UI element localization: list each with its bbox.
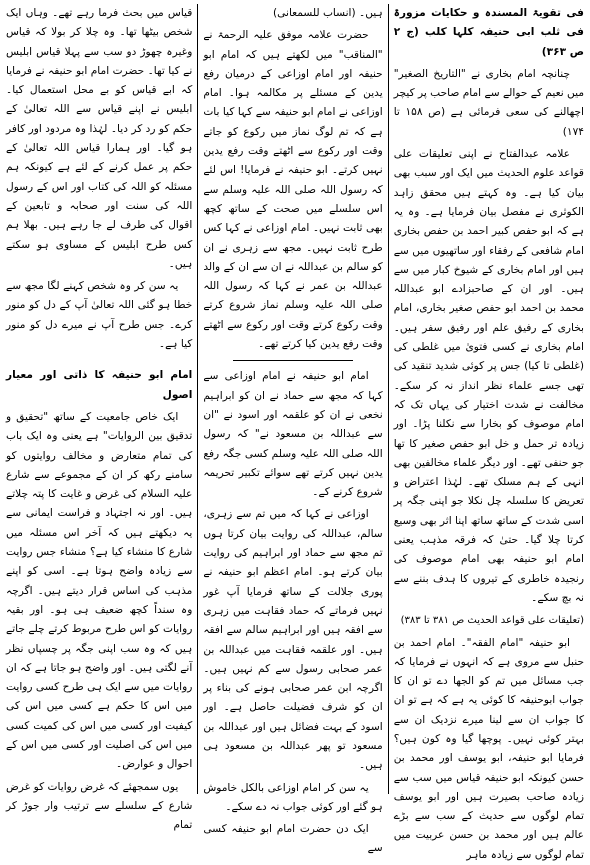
middle-para-1: ہیں۔ (انساب للسمعانی) bbox=[203, 4, 382, 23]
right-para-5: ابو حنیفہ "امام الفقہ"۔ امام احمد بن حنبل سے مروی ہے کہ انہوں نے فرمایا کہ جب مسائل میں تم کو الجھا دے تو ان کا جواب ابوحنیفہ کا کوئی یہ ہے کہ ہے تو ان کا جواب ان سے لینا میرے نزدیک ان سے بہتر کوئی نہیں۔ پوچھا گیا وہ کون ہیں؟ فرمایا ابو حنیفہ، ابو یوسف اور محمد بن حسن کیونکہ ابو حنیفہ قیاس میں سب سے زیادہ صاحب بصیرت ہیں اور ابو یوسف تمام لوگوں سے حدیث کے سب سے بڑے عالم ہیں اور محمد بن حسن عربیت میں تمام لوگوں سے زیادہ ماہر bbox=[394, 634, 584, 865]
text-columns bbox=[6, 4, 584, 794]
right-citation: (تعلیقات علی قواعد الحدیث ص ۳۸۱ تا ۳۸۳) bbox=[394, 611, 584, 630]
middle-para-6: ایک دن حضرت امام ابو حنیفہ کسی سے bbox=[203, 820, 382, 859]
left-para-4: ایک خاص جامعیت کے ساتھ "تحقیق و تدقیق بین الروایات" ہے یعنی وہ ایک باب کی تمام متعارض و مخالف روایتوں کو سامنے رکھ کر ان کے مجموعے سے شارع علیہ السلام کی غرض و غایت کا پتہ چلاتے ہیں۔ اور نہ اجتہاد و فراست ایمانی سے یہ دیکھتے ہیں کہ آخر اس مسئلہ میں شارع کا منشاء کیا ہے؟ منشاء جس روایت سے زیادہ واضح ہوتا ہے۔ اسی کو اپنے مذہب کی اساس قرار دیتے ہیں۔ اگرچہ وہ سنداً کچھ ضعیف ہی ہو۔ اور بقیہ روایات کو اس طرح مربوط کرتے چلے جاتے ہیں کہ وہ سب اپنی جگہ پر چسپاں نظر آنے لگتی ہیں۔ اور واضح ہو جاتا ہے کہ ان روایات میں سے ایک ہی طرح کسی روایت میں اس کا حکم ہے کسی میں اس کی کیفیت اور کسی میں اس کی کمیت کسی میں اس کی اصلیت اور کسی میں اس کے احوال و عوارض۔ bbox=[6, 408, 192, 775]
middle-para-4: اوزاعی نے کہا کہ میں تم سے زہری، سالم، عبداللہ کی روایت بیان کرتا ہوں تم مجھ سے حماد اور ابراہیم کی روایت بیان کرتے ہو۔ امام اعظم ابو حنیفہ نے پوری جلالت کے ساتھ فرمایا آپ غور نہیں فرماتے کہ حماد فقاہت میں زہری سے افقہ ہیں اور ابراہیم سالم سے افقہ ہیں۔ اور علقمہ فقاہت میں عبداللہ بن عمر صحابی رسول سے کم نہیں ہیں۔ اگرچہ ابن عمر صحابی ہونے کی بناء پر ان کو شرف فضیلت حاصل ہے۔ اور اسود کے بہت فضائل ہیں اور عبداللہ بن مسعود تو پھر عبداللہ بن مسعود ہی ہیں۔ bbox=[203, 505, 382, 775]
section-heading: امام ابو حنیفہ کا ذاتی اور معیار اصول bbox=[6, 366, 192, 405]
right-para-1: فی تقویۃ المسندہ و حکایات مزورۃ فی ثلب ابی حنیفہ کلہا کلب (ج ۲ ص ۳۶۳) bbox=[394, 4, 584, 62]
left-para-5: یوں سمجھئے کہ غرض روایات کو غرض شارع کے سلسلے سے ترتیب وار جوڑ کر تمام bbox=[6, 778, 192, 836]
right-para-2: چنانچہ امام بخاری نے "التاریخ الصغیر" میں نعیم کے حوالے سے امام صاحب پر کیچر اچھالنے کی سعی فرمائی ہے (ص ۱۵۸ تا ۱۷۴) bbox=[394, 65, 584, 142]
middle-para-3: امام ابو حنیفہ نے امام اوزاعی سے کہا کہ مجھ سے حماد نے ان کو ابراہیم نخعی نے ان کو علقمہ اور اسود نے "ان سے عبداللہ بن مسعود نے" کہ رسول اللہ صلی اللہ علیہ وسلم کسی جگہ رفع یدین نہیں کرتے تھے سوائے تکبیر تحریمہ شروع کرنے کے۔ bbox=[203, 367, 382, 502]
middle-para-2: حضرت علامہ موفق علیہ الرحمۃ نے "المناقب" میں لکھتے ہیں کہ امام ابو حنیفہ اور امام اوزاعی کے درمیان رفع یدین کے مسئلے پر مکالمہ ہوا۔ امام اوزاعی نے امام ابو حنیفہ سے کہا کیا بات ہے کہ تم لوگ نماز میں رکوع کو جاتے وقت اور رکوع سے اٹھتے وقت رفع یدین نہیں کرتے۔ ابو حنیفہ نے فرمایا! اس لئے کہ رسول اللہ صلی اللہ علیہ وسلم سے اس سلسلے میں صحت کے ساتھ کچھ بھی ثابت نہیں۔ امام اوزاعی نے کہا کس طرح ثابت نہیں۔ مجھ سے زہری نے ان کو سالم بن عبداللہ نے ان سے ان کے والد عبداللہ بن عمر نے کہا کہ رسول اللہ صلی اللہ علیہ وسلم نماز شروع کرتے وقت رکوع کرتے وقت اور رکوع سے اٹھتے وقت رفع یدین کیا کرتے تھے۔ bbox=[203, 26, 382, 354]
right-column bbox=[389, 4, 584, 794]
left-column bbox=[6, 4, 197, 794]
right-para-3: علامہ عبدالفتاح نے اپنی تعلیقات علی قواعد علوم الحدیث میں ایک اور سبب بھی بیان کیا ہے۔ وہ کہتے ہیں محقق زاہد الکوثری نے مفصل بیان فرمایا ہے۔ وہ یہ ہے کہ ابو حفص کبیر احمد بن حفص بخاری امام شافعی کے رفقاء اور ساتھیوں میں سے ہیں اور امام بخاری کے شیوخ کبار میں سے ہیں۔ اور ان کے صاحبزادے ابو عبداللہ محمد بن احمد ابو حفص صغیر بخاری، امام بخاری کے رفیق علم اور رفیق سفر ہیں۔ امام بخاری نے کسی فتویٰ میں غلطی کی (غلطی تا کیا) جس پر کوئی شدید تنقید کی تھی جسے علماء نظر انداز نہ کر سکے۔ مخالفت نے شدت اختیار کی یہاں تک کہ امام موصوف کو بخارا سے نکلنا پڑا۔ اور زیادہ تر حمل و خل ابو حفص صغیر کا تھا جو حنفی تھے۔ اور دیگر علماء مخالفین بھی انہی کے ہم مسلک تھے۔ لہٰذا اعتراض و تعریض کا سلسلہ چل نکلا جو اپنی جگہ پر اسی شدت کے ساتھ ساتھ اپنا اثر بھی وسیع کرتا چلا گیا۔ حتیٰ کہ فرقہ مذہب یعنی امام ابو حنیفہ بھی امام موصوف کی رنجیدہ خاطری کے تیروں کا ہدف بننے سے نہ بچ سکے۔ bbox=[394, 145, 584, 608]
left-para-1: قیاس میں بحث فرما رہے تھے۔ وہاں ایک شخص بیٹھا تھا۔ وہ چلا کر بولا کہ قیاس وغیرہ چھوڑ دو سب سے پہلا قیاس ابلیس نے کیا تھا۔ حضرت امام ابو حنیفہ نے فرمایا کہ ابے قیاس کو بے محل استعمال کیا۔ ابلیس نے اپنے قیاس سے اللہ تعالیٰ کے حکم کو رد کر دیا۔ لہٰذا وہ مردود اور کافر ہو گیا۔ اور ہمارا قیاس اللہ تعالیٰ کے حکم پر عمل کرنے کے لئے ہے کیونکہ ہم مسئلہ کو اللہ کی کتاب اور اس کے رسول اللہ کی سنت اور صحابہ و تابعین کے اقوال کی طرف لے جا رہے ہیں۔ بھلا ہم کس طرح ابلیس کے مساوی ہو سکتے ہیں۔ bbox=[6, 4, 192, 274]
section-divider bbox=[233, 360, 353, 361]
middle-para-5: یہ سن کر امام اوزاعی بالکل خاموش ہو گئے اور کوئی جواب نہ دے سکے۔ bbox=[203, 779, 382, 818]
middle-column bbox=[198, 4, 387, 794]
left-para-2: یہ سن کر وہ شخص کہنے لگا مجھ سے خطا ہو گئی اللہ تعالیٰ آپ کے دل کو منور کرے۔ جس طرح آپ نے میرے دل کو منور کیا ہے۔ bbox=[6, 277, 192, 354]
